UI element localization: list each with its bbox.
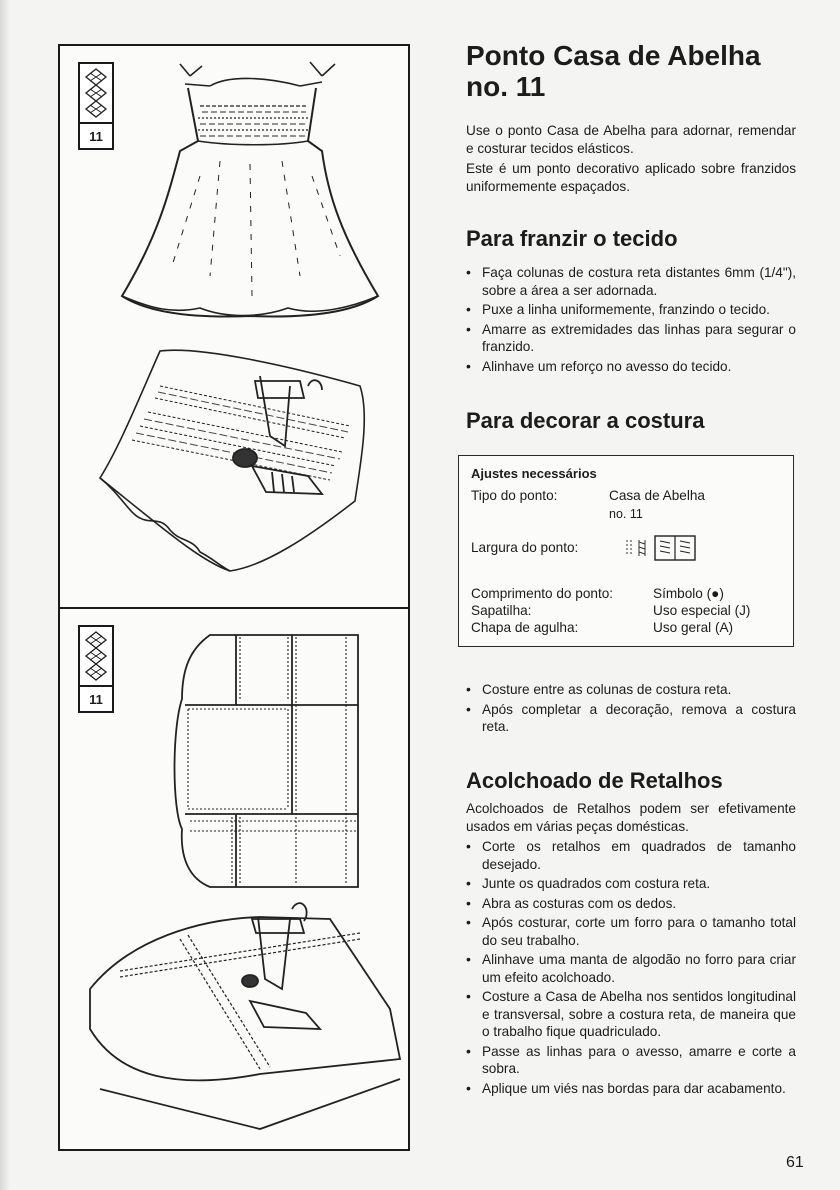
stitch-width-scale-icon bbox=[623, 534, 699, 562]
stitch-type-value: no. 11 bbox=[609, 507, 643, 521]
quilting-list bbox=[466, 838, 796, 1097]
list-item: • Junte os quadrados com costura reta. bbox=[466, 875, 796, 893]
length-value: Símbolo (●) bbox=[653, 586, 724, 601]
gather-section bbox=[466, 226, 796, 377]
list-item: • Aplique um viés nas bordas para dar acabamento. bbox=[466, 1080, 796, 1098]
list-item: • Após completar a decoração, remova a costura reta. bbox=[466, 701, 796, 736]
required-settings-box bbox=[458, 455, 794, 647]
quilting-intro: Acolchoados de Retalhos podem ser efetivamente usados em várias peças domésticas. bbox=[466, 801, 796, 834]
patchwork-quilting-figure bbox=[58, 607, 410, 1151]
section-heading: Para franzir o tecido bbox=[466, 226, 678, 251]
list-item: • Abra as costuras com os dedos. bbox=[466, 895, 796, 913]
stitch-selector-box bbox=[78, 62, 114, 150]
stitch-type-value: Casa de Abelha bbox=[609, 488, 705, 503]
scan-shadow-left bbox=[0, 0, 10, 1190]
honeycomb-section bbox=[466, 40, 796, 198]
list-item: • Costure entre as colunas de costura reta. bbox=[466, 681, 796, 699]
smocked-dress-figure bbox=[58, 44, 410, 609]
page-number: 61 bbox=[786, 1154, 804, 1171]
list-item: • Costure a Casa de Abelha nos sentidos longitudinal e transversal, sobre a costura reta, de maneira que o trabalho fique quadriculado. bbox=[466, 988, 796, 1041]
foot-label: Sapatilha: bbox=[471, 603, 532, 618]
list-item: • Faça colunas de costura reta distantes 6mm (1/4"), sobre a área a ser adornada. bbox=[466, 264, 796, 299]
section-heading: Para decorar a costura bbox=[466, 408, 705, 433]
width-label: Largura do ponto: bbox=[471, 540, 579, 555]
section-heading: Acolchoado de Retalhos bbox=[466, 768, 723, 793]
length-label: Comprimento do ponto: bbox=[471, 586, 614, 601]
needle-plate-value: Uso geral (A) bbox=[653, 620, 734, 635]
section-title bbox=[466, 40, 796, 102]
stitch-type-label: Tipo do ponto: bbox=[471, 488, 558, 503]
list-item: • Alinhave um reforço no avesso do tecido. bbox=[466, 358, 796, 376]
needle-plate-label: Chapa de agulha: bbox=[471, 620, 579, 635]
honeycomb-stitch-icon bbox=[80, 64, 112, 124]
list-item: • Após costurar, corte um forro para o tamanho total do seu trabalho. bbox=[466, 914, 796, 949]
list-item: • Alinhave uma manta de algodão no forro para criar um efeito acolchoado. bbox=[466, 951, 796, 986]
quilting-section bbox=[466, 768, 796, 1099]
list-item: • Corte os retalhos em quadrados de tamanho desejado. bbox=[466, 838, 796, 873]
list-item: • Amarre as extremidades das linhas para segurar o franzido. bbox=[466, 321, 796, 356]
title-line-2: no. 11 bbox=[466, 71, 546, 102]
settings-title: Ajustes necessários bbox=[471, 466, 597, 481]
list-item: • Passe as linhas para o avesso, amarre e corte a sobra. bbox=[466, 1043, 796, 1078]
foot-value: Uso especial (J) bbox=[653, 603, 751, 618]
decorate-section bbox=[466, 681, 796, 738]
title-line-1: Ponto Casa de Abelha bbox=[466, 40, 761, 71]
stitch-number: 11 bbox=[89, 692, 103, 707]
intro-paragraph: Este é um ponto decorativo aplicado sobre franzidos uniformemente espaçados. bbox=[466, 161, 796, 194]
honeycomb-stitch-icon bbox=[80, 627, 112, 687]
stitch-number: 11 bbox=[89, 129, 103, 144]
decorate-list bbox=[466, 681, 796, 736]
intro-paragraph: Use o ponto Casa de Abelha para adornar, remendar e costurar tecidos elásticos. bbox=[466, 123, 796, 156]
list-item: • Puxe a linha uniformemente, franzindo o tecido. bbox=[466, 301, 796, 319]
stitch-selector-box bbox=[78, 625, 114, 713]
gather-list bbox=[466, 264, 796, 375]
decorate-heading-block bbox=[466, 408, 796, 434]
